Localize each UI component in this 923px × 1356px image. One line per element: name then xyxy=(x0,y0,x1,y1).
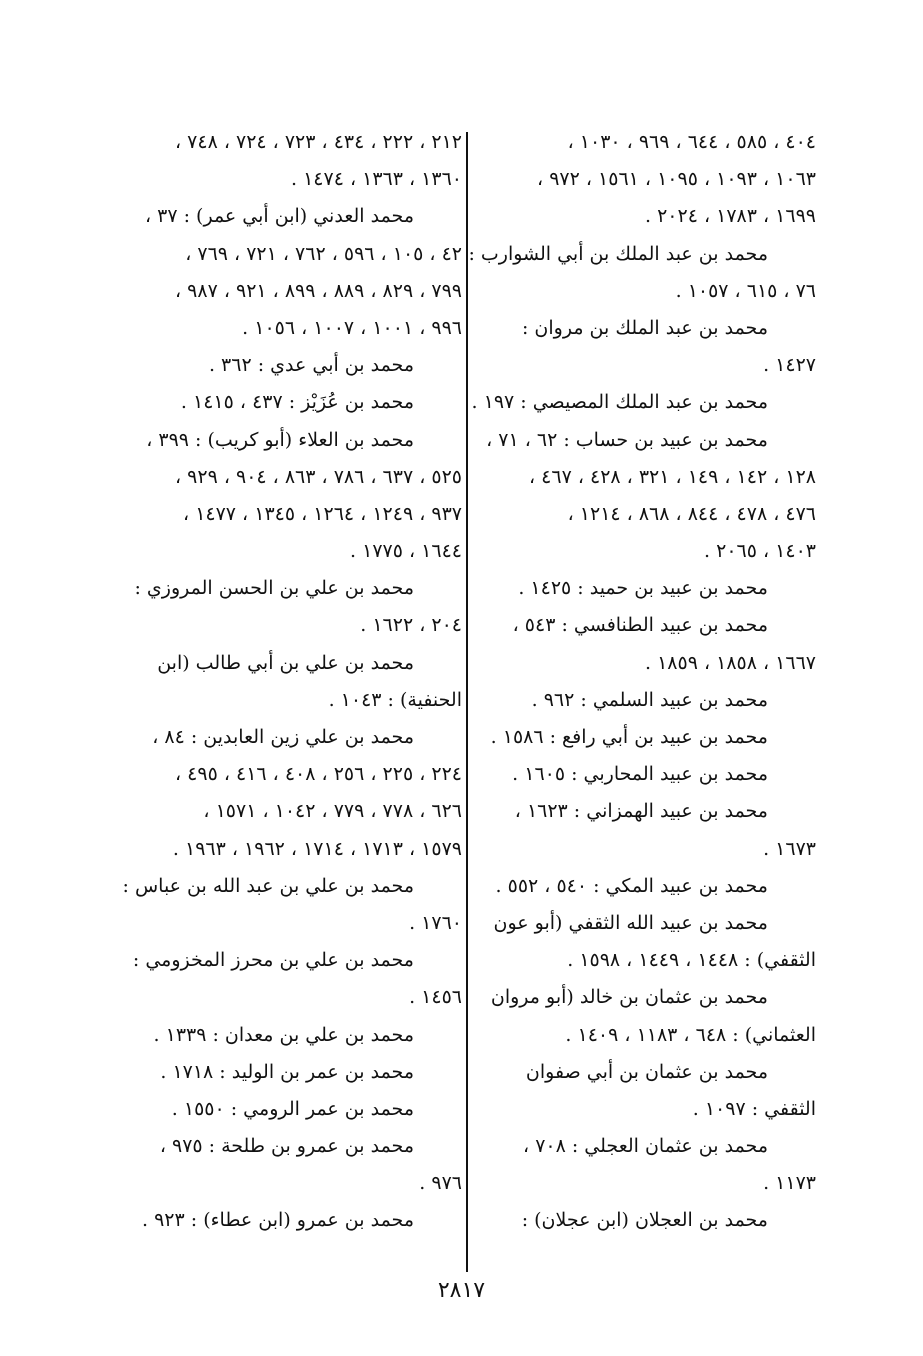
index-entry-heading: محمد بن عبد الملك المصيصي : ١٩٧ . xyxy=(471,391,768,414)
index-entry-continuation: ٦٢٦ ، ٧٧٨ ، ٧٧٩ ، ١٠٤٢ ، ١٥٧١ ، xyxy=(203,800,462,823)
index-entry-continuation: ٩٣٧ ، ١٢٤٩ ، ١٢٦٤ ، ١٣٤٥ ، ١٤٧٧ ، xyxy=(183,502,462,525)
index-entry-continuation: العثماني) : ٦٤٨ ، ١١٨٣ ، ١٤٠٩ . xyxy=(565,1023,816,1046)
index-entry-heading: محمد العدني (ابن أبي عمر) : ٣٧ ، xyxy=(144,205,414,228)
index-entry-continuation: ١٠٦٣ ، ١٠٩٣ ، ١٠٩٥ ، ١٥٦١ ، ٩٧٢ ، xyxy=(537,168,816,191)
index-entry-heading: محمد بن عبيد المكي : ٥٤٠ ، ٥٥٢ . xyxy=(495,874,768,897)
page-number: ٢٨١٧ xyxy=(437,1278,486,1303)
index-entry-heading: محمد بن عبيد الطنافسي : ٥٤٣ ، xyxy=(512,614,768,637)
index-entry-continuation: ١١٧٣ . xyxy=(763,1172,816,1195)
index-entry-heading: محمد بن عمرو (ابن عطاء) : ٩٢٣ . xyxy=(142,1209,414,1232)
index-entry-heading: محمد بن علي بن أبي طالب (ابن xyxy=(157,651,414,674)
index-entry-heading: محمد بن عبد الملك بن مروان : xyxy=(521,316,768,339)
left-column xyxy=(122,124,462,1240)
index-entry-heading: محمد بن العلاء (أبو كريب) : ٣٩٩ ، xyxy=(146,428,414,451)
index-entry-continuation: ٥٢٥ ، ٦٣٧ ، ٧٨٦ ، ٨٦٣ ، ٩٠٤ ، ٩٢٩ ، xyxy=(174,465,462,488)
right-column xyxy=(468,124,816,1240)
index-entry-heading: محمد بن عمر بن الوليد : ١٧١٨ . xyxy=(160,1060,414,1083)
index-entry-heading: محمد بن عمرو بن طلحة : ٩٧٥ ، xyxy=(159,1135,414,1158)
index-entry-heading: محمد بن علي بن عبد الله بن عباس : xyxy=(122,874,414,897)
index-entry-heading: محمد بن العجلان (ابن عجلان) : xyxy=(521,1209,768,1232)
index-entry-continuation: ١٦٩٩ ، ١٧٨٣ ، ٢٠٢٤ . xyxy=(644,205,816,228)
index-entry-heading: محمد بن عثمان بن خالد (أبو مروان xyxy=(490,986,768,1009)
index-entry-continuation: ١٢٨ ، ١٤٢ ، ١٤٩ ، ٣٢١ ، ٤٢٨ ، ٤٦٧ ، xyxy=(528,465,816,488)
index-entry-heading: محمد بن عمر الرومي : ١٥٥٠ . xyxy=(171,1097,414,1120)
index-entry-continuation: ٧٦ ، ٦١٥ ، ١٠٥٧ . xyxy=(675,279,816,302)
index-entry-heading: محمد بن علي بن معدان : ١٣٣٩ . xyxy=(153,1023,414,1046)
index-entry-continuation: ١٥٧٩ ، ١٧١٣ ، ١٧١٤ ، ١٩٦٢ ، ١٩٦٣ . xyxy=(172,837,462,860)
index-entry-continuation: ٧٩٩ ، ٨٢٩ ، ٨٨٩ ، ٨٩٩ ، ٩٢١ ، ٩٨٧ ، xyxy=(174,279,462,302)
index-entry-continuation: الثقفي : ١٠٩٧ . xyxy=(692,1097,816,1120)
column-divider xyxy=(466,132,468,1272)
index-entry-continuation: ٩٩٦ ، ١٠٠١ ، ١٠٠٧ ، ١٠٥٦ . xyxy=(242,316,462,339)
index-entry-heading: محمد بن عُزَيْز : ٤٣٧ ، ١٤١٥ . xyxy=(180,391,414,414)
index-entry-continuation: ٤٠٤ ، ٥٨٥ ، ٦٤٤ ، ٩٦٩ ، ١٠٣٠ ، xyxy=(567,131,816,153)
index-entry-continuation: ٤٢ ، ١٠٥ ، ٥٩٦ ، ٧٦٢ ، ٧٢١ ، ٧٦٩ ، xyxy=(185,242,462,265)
index-entry-heading: محمد بن عبد الملك بن أبي الشوارب : xyxy=(468,242,768,265)
index-entry-continuation: ١٣٦٠ ، ١٣٦٣ ، ١٤٧٤ . xyxy=(290,168,462,191)
index-entry-heading: محمد بن علي زين العابدين : ٨٤ ، xyxy=(152,726,414,748)
index-entry-continuation: ٢١٢ ، ٢٢٢ ، ٤٣٤ ، ٧٢٣ ، ٧٢٤ ، ٧٤٨ ، xyxy=(174,131,462,153)
index-entry-heading: محمد بن علي بن محرز المخزومي : xyxy=(132,949,414,972)
index-entry-continuation: الحنفية) : ١٠٤٣ . xyxy=(328,688,462,711)
index-entry-continuation: ٩٧٦ . xyxy=(419,1172,462,1195)
index-entry-heading: محمد بن عبيد بن حساب : ٦٢ ، ٧١ ، xyxy=(486,428,768,451)
index-entry-continuation: ١٤٢٧ . xyxy=(763,354,816,377)
index-entry-heading: محمد بن عثمان بن أبي صفوان xyxy=(525,1060,768,1083)
index-entry-continuation: ١٧٦٠ . xyxy=(409,911,462,934)
index-entry-heading: محمد بن عبيد المحاربي : ١٦٠٥ . xyxy=(512,763,768,786)
index-entry-continuation: ١٦٧٣ . xyxy=(763,837,816,860)
index-entry-heading: محمد بن أبي عدي : ٣٦٢ . xyxy=(208,354,414,377)
index-entry-continuation: ٢٠٤ ، ١٦٢٢ . xyxy=(360,614,462,637)
index-entry-heading: محمد بن عثمان العجلي : ٧٠٨ ، xyxy=(523,1135,768,1158)
index-entry-continuation: ١٦٤٤ ، ١٧٧٥ . xyxy=(350,540,462,563)
index-entry-heading: محمد بن عبيد الهمزاني : ١٦٢٣ ، xyxy=(514,800,768,823)
index-entry-heading: محمد بن عبيد الله الثقفي (أبو عون xyxy=(493,911,768,934)
index-entry-continuation: ١٤٠٣ ، ٢٠٦٥ . xyxy=(704,540,816,563)
index-entry-continuation: الثقفي) : ١٤٤٨ ، ١٤٤٩ ، ١٥٩٨ . xyxy=(567,949,816,972)
index-entry-continuation: ٢٢٤ ، ٢٢٥ ، ٢٥٦ ، ٤٠٨ ، ٤١٦ ، ٤٩٥ ، xyxy=(174,763,462,786)
index-entry-continuation: ١٦٦٧ ، ١٨٥٨ ، ١٨٥٩ . xyxy=(644,651,816,674)
index-entry-heading: محمد بن علي بن الحسن المروزي : xyxy=(134,577,414,600)
index-entry-heading: محمد بن عبيد السلمي : ٩٦٢ . xyxy=(531,688,768,711)
index-entry-continuation: ١٤٥٦ . xyxy=(409,986,462,1009)
index-entry-heading: محمد بن عبيد بن حميد : ١٤٢٥ . xyxy=(518,577,768,600)
index-entry-heading: محمد بن عبيد بن أبي رافع : ١٥٨٦ . xyxy=(490,726,768,748)
index-entry-continuation: ٤٧٦ ، ٤٧٨ ، ٨٤٤ ، ٨٦٨ ، ١٢١٤ ، xyxy=(567,502,816,525)
